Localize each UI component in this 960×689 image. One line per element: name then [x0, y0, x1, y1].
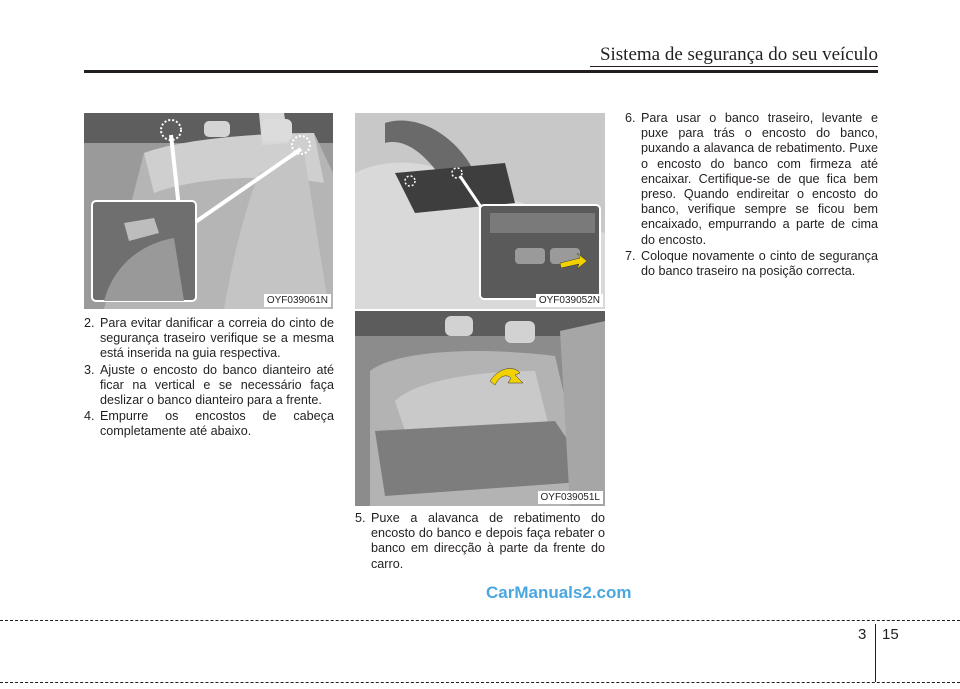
step-text: Coloque novamente o cinto de segurança do banco traseiro na posição correcta. — [641, 248, 878, 279]
figure-trunk-lever — [355, 113, 605, 309]
step-text: Para evitar danificar a correia do cinto de segurança traseiro verifique se a mesma está inserida na guia respectiva. — [100, 316, 334, 361]
step-item — [84, 316, 334, 362]
chapter-number: 3 — [858, 626, 867, 643]
step-number: 6. — [625, 111, 636, 125]
step-item — [625, 249, 878, 279]
footer-bottom-divider — [0, 682, 960, 683]
figure-folded-seat — [355, 311, 605, 506]
page-number-separator — [875, 624, 876, 682]
steps-right-column — [625, 111, 878, 280]
figure-label: OYF039061N — [264, 294, 331, 307]
folded-seat-illustration — [355, 311, 605, 506]
step-number: 3. — [84, 362, 95, 377]
figure-label: OYF039052N — [536, 294, 603, 307]
watermark-logo: CarManuals2.com — [486, 583, 632, 602]
figure-label: OYF039051L — [538, 491, 604, 504]
trunk-lever-illustration — [355, 113, 605, 309]
step-number: 7. — [625, 248, 636, 263]
page-number: 15 — [882, 626, 899, 643]
step-text: Empurre os encostos de cabeça completamente até abaixo. — [100, 409, 334, 439]
step-item — [355, 511, 605, 572]
steps-left-column — [84, 316, 334, 441]
step-number: 2. — [84, 316, 95, 330]
header-rule-thin — [590, 66, 878, 67]
step-text: Ajuste o encosto do banco dianteiro até ficar na vertical e se necessário faça deslizar o banco dianteiro para a frente. — [100, 362, 334, 408]
header-rule — [84, 70, 878, 73]
step-text: Puxe a alavanca de rebatimento do encosto do banco e depois faça rebater o banco em direcção à parte da frente do carro. — [371, 511, 605, 571]
step-number: 5. — [355, 511, 366, 525]
step-item — [84, 363, 334, 409]
seatbelt-guide-illustration — [84, 113, 333, 309]
step-text: Para usar o banco traseiro, levante e puxe para trás o encosto do banco, puxando a alavanca de rebatimento. Puxe o encosto do banco com firmeza até encaixar. Certifique-se de que fica bem preso. Quando endireitar o encosto do banco, verifique sempre se ficou bem encaixado, empurrando a parte de cima do encosto. — [641, 111, 878, 247]
figure-seatbelt-guide — [84, 113, 333, 309]
page-header-title: Sistema de segurança do seu veículo — [599, 44, 878, 65]
step-item — [625, 111, 878, 248]
step-item — [84, 409, 334, 439]
footer-divider — [0, 620, 960, 621]
steps-middle-column — [355, 511, 605, 573]
step-number: 4. — [84, 409, 95, 424]
